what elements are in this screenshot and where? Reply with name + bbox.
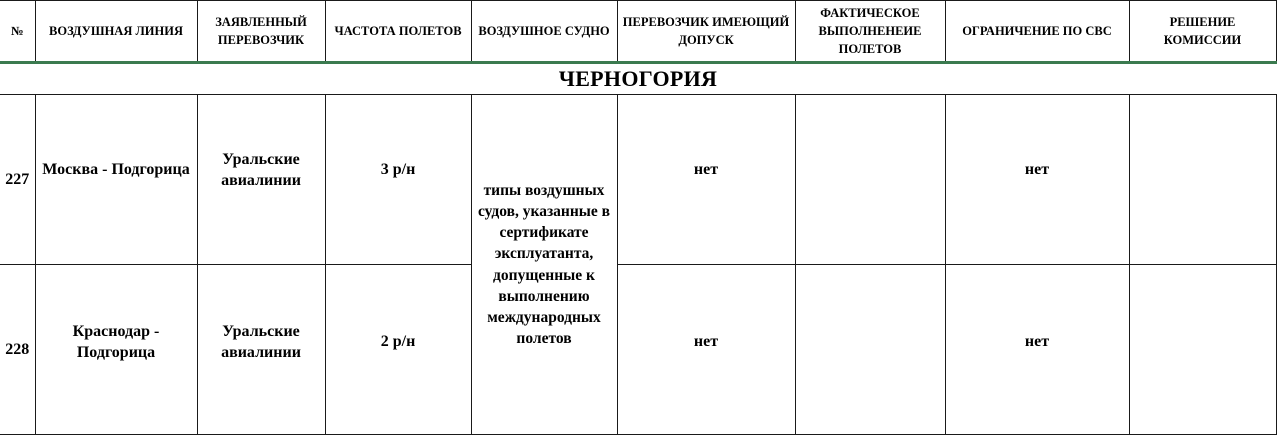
header-decision: РЕШЕНИЕ КОМИССИИ: [1129, 1, 1276, 63]
row-admitted-carrier: [617, 95, 795, 265]
frequency-text: 2 р/н: [380, 333, 416, 350]
row-num: 227: [0, 95, 35, 265]
row-route: [35, 95, 197, 265]
header-svs-limit: ОГРАНИЧЕНИЕ ПО СВС: [945, 1, 1129, 63]
row-admitted-carrier: [617, 265, 795, 435]
header-admitted-carrier: ПЕРЕВОЗЧИК ИМЕЮЩИЙ ДОПУСК: [617, 1, 795, 63]
header-actual-flights: ФАКТИЧЕСКОЕ ВЫПОЛНЕНЕИЕ ПОЛЕТОВ: [795, 1, 945, 63]
frequency-text: 3 р/н: [380, 161, 416, 178]
country-row: [0, 64, 1276, 95]
row-actual-flights: [795, 95, 945, 265]
header-row: [0, 1, 1276, 63]
header-route: ВОЗДУШНАЯ ЛИНИЯ: [35, 1, 197, 63]
row-svs-limit: [945, 265, 1129, 435]
row-decision: [1129, 95, 1276, 265]
country-title: ЧЕРНОГОРИЯ: [0, 64, 1276, 95]
header-num: №: [0, 1, 35, 63]
header-aircraft: ВОЗДУШНОЕ СУДНО: [471, 1, 617, 63]
row-actual-flights: [795, 265, 945, 435]
row-route: [35, 265, 197, 435]
svs-limit-text: нет: [1024, 161, 1050, 178]
admitted-carrier-text: нет: [693, 161, 719, 178]
row-frequency: [325, 265, 471, 435]
route-text: Москва - Подгорица: [42, 161, 190, 178]
row-num: 228: [0, 265, 35, 435]
aircraft-note: типы воздушных судов, указанные в сертификате эксплуатанта, допущенные к выполнению международных полетов: [471, 95, 617, 435]
row-decision: [1129, 265, 1276, 435]
header-declared-carrier: ЗАЯВЛЕННЫЙ ПЕРЕВОЗЧИК: [197, 1, 325, 63]
carrier-text: Уральские авиалинии: [221, 322, 301, 361]
row-carrier: [197, 95, 325, 265]
carrier-text: Уральские авиалинии: [221, 150, 301, 189]
row-svs-limit: [945, 95, 1129, 265]
row-carrier: [197, 265, 325, 435]
route-text: Краснодар - Подгорица: [72, 322, 160, 361]
table-row: [0, 95, 1276, 265]
svs-limit-text: нет: [1024, 333, 1050, 350]
row-frequency: [325, 95, 471, 265]
table-row: [0, 265, 1276, 435]
header-frequency: ЧАСТОТА ПОЛЕТОВ: [325, 1, 471, 63]
admitted-carrier-text: нет: [693, 333, 719, 350]
